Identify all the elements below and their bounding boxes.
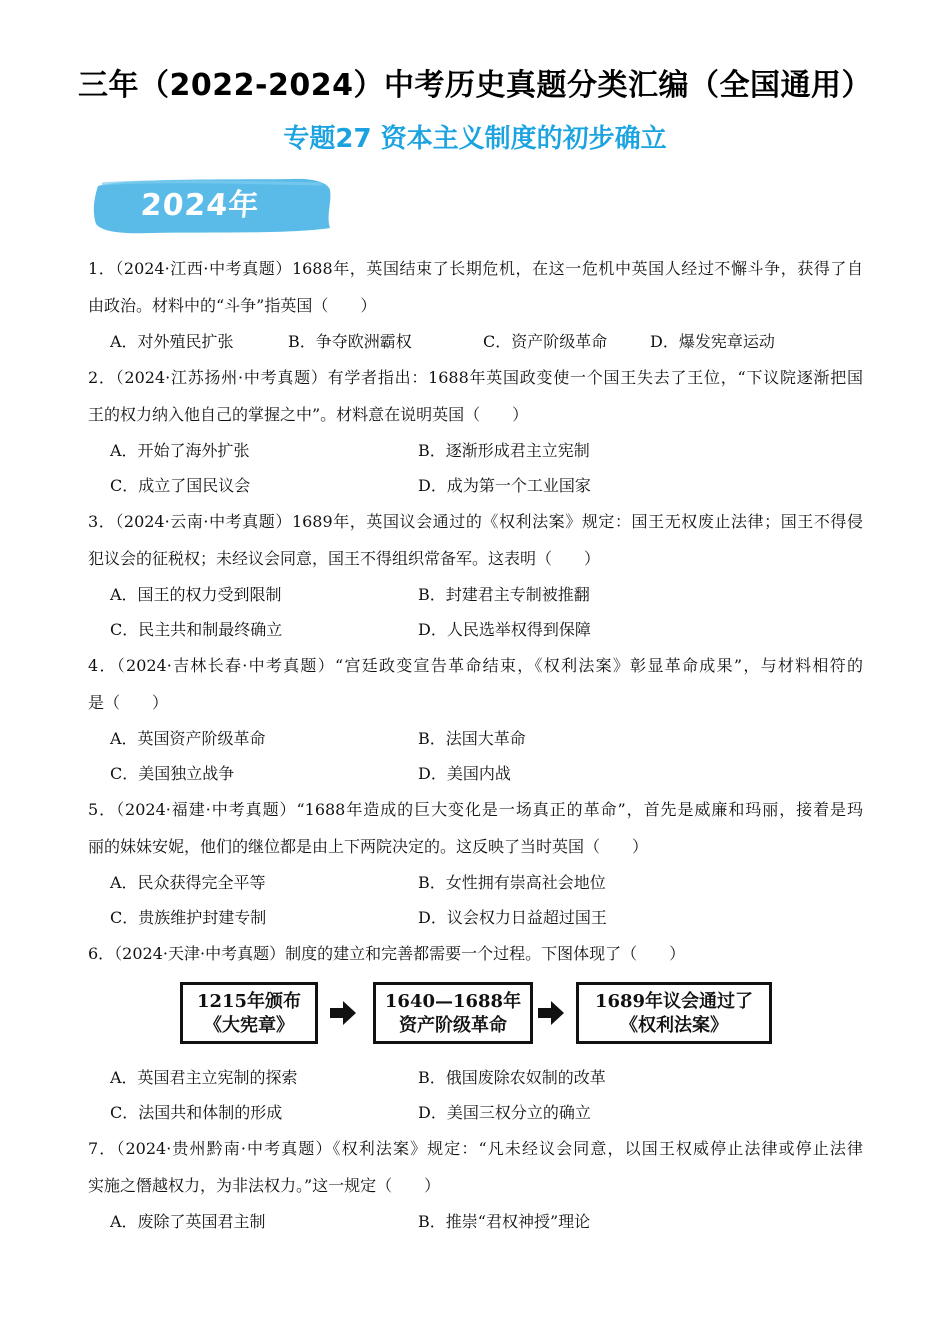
answer-option[interactable]: C．贵族维护封建专制 (110, 908, 267, 927)
answer-option[interactable]: B．俄国废除农奴制的改革 (418, 1068, 606, 1087)
flow-step-box (576, 982, 772, 1044)
question-stem-line: 7．（2024·贵州黔南·中考真题）《权利法案》规定：“凡未经议会同意，以国王权威停止法律或停止法律 (88, 1139, 863, 1158)
question-item (88, 250, 863, 359)
year-badge-label: 2024年 (139, 188, 261, 223)
options-row (88, 433, 863, 468)
flow-step-box (373, 982, 533, 1044)
question-stem-line: 4．（2024·吉林长春·中考真题）“宫廷政变宣告革命结束，《权利法案》彰显革命成果”，与材料相符的 (88, 656, 863, 675)
question-item (88, 503, 863, 647)
answer-option[interactable]: A．对外殖民扩张 (110, 332, 234, 351)
answer-option[interactable]: A．英国资产阶级革命 (110, 729, 266, 748)
answer-option[interactable]: D．议会权力日益超过国王 (418, 908, 607, 927)
options-row (88, 900, 863, 935)
options-row (88, 324, 863, 359)
answer-option[interactable]: C．民主共和制最终确立 (110, 620, 283, 639)
flow-step-text: 1689年议会通过了 (594, 991, 754, 1012)
question-stem-line: 5．（2024·福建·中考真题）“1688年造成的巨大变化是一场真正的革命”，首先是威廉和玛丽，接着是玛 (88, 800, 863, 819)
options-row (88, 756, 863, 791)
question-item (88, 1130, 863, 1239)
answer-option[interactable]: C．法国共和体制的形成 (110, 1103, 283, 1122)
question-stem-line: 丽的妹妹安妮，他们的继位都是由上下两院决定的。这反映了当时英国（ ） (88, 837, 649, 856)
question-stem-line: 2．（2024·江苏扬州·中考真题）有学者指出：1688年英国政变使一个国王失去了王位，“下议院逐渐把国 (88, 368, 863, 387)
flow-step-text: 1640—1688年 (384, 991, 522, 1012)
question-item (88, 791, 863, 935)
answer-option[interactable]: C．资产阶级革命 (483, 332, 608, 351)
options-row (88, 612, 863, 647)
question-stem-line: 实施之僭越权力，为非法权力。”这一规定（ ） (88, 1176, 441, 1195)
answer-option[interactable]: B．逐渐形成君主立宪制 (418, 441, 590, 460)
answer-option[interactable]: D．成为第一个工业国家 (418, 476, 591, 495)
timeline-flowchart (88, 978, 863, 1058)
answer-option[interactable]: A．国王的权力受到限制 (110, 585, 282, 604)
options-row (88, 1060, 863, 1095)
question-stem-line: 6．（2024·天津·中考真题）制度的建立和完善都需要一个过程。下图体现了（ ） (88, 944, 686, 963)
answer-option[interactable]: A．民众获得完全平等 (110, 873, 266, 892)
arrow-right-icon (536, 998, 566, 1028)
question-item (88, 647, 863, 791)
answer-option[interactable]: A．开始了海外扩张 (110, 441, 250, 460)
arrow-right-icon (328, 998, 358, 1028)
year-badge (92, 176, 332, 236)
answer-option[interactable]: A．废除了英国君主制 (110, 1212, 266, 1231)
answer-option[interactable]: C．美国独立战争 (110, 764, 235, 783)
question-list (88, 250, 863, 1239)
answer-option[interactable]: A．英国君主立宪制的探索 (110, 1068, 298, 1087)
answer-option[interactable]: B．争夺欧洲霸权 (288, 332, 412, 351)
question-stem-line: 由政治。材料中的“斗争”指英国（ ） (88, 296, 377, 315)
question-stem-line: 1．（2024·江西·中考真题）1688年，英国结束了长期危机，在这一危机中英国人经过不懈斗争，获得了自 (88, 259, 863, 278)
question-item (88, 359, 863, 503)
options-row (88, 865, 863, 900)
answer-option[interactable]: D．美国三权分立的确立 (418, 1103, 591, 1122)
flow-step-text: 《权利法案》 (620, 1015, 728, 1036)
flow-step-text: 1215年颁布 (196, 991, 302, 1012)
question-stem-line: 3．（2024·云南·中考真题）1689年，英国议会通过的《权利法案》规定：国王无权废止法律；国王不得侵 (88, 512, 863, 531)
answer-option[interactable]: B．女性拥有崇高社会地位 (418, 873, 606, 892)
flow-step-box (180, 982, 318, 1044)
flow-step-text: 资产阶级革命 (399, 1015, 507, 1036)
answer-option[interactable]: C．成立了国民议会 (110, 476, 251, 495)
question-stem-line: 王的权力纳入他自己的掌握之中”。材料意在说明英国（ ） (88, 405, 529, 424)
options-row (88, 1095, 863, 1130)
options-row (88, 577, 863, 612)
answer-option[interactable]: B．推崇“君权神授”理论 (418, 1212, 591, 1231)
options-row (88, 721, 863, 756)
question-item (88, 935, 863, 1130)
question-stem-line: 是（ ） (88, 693, 169, 712)
answer-option[interactable]: D．人民选举权得到保障 (418, 620, 591, 639)
options-row (88, 1204, 863, 1239)
answer-option[interactable]: B．法国大革命 (418, 729, 526, 748)
options-row (88, 468, 863, 503)
question-stem-line: 犯议会的征税权；未经议会同意，国王不得组织常备军。这表明（ ） (88, 549, 601, 568)
answer-option[interactable]: D．美国内战 (418, 764, 511, 783)
answer-option[interactable]: B．封建君主专制被推翻 (418, 585, 590, 604)
flow-step-text: 《大宪章》 (204, 1015, 294, 1036)
page-subtitle: 专题27 资本主义制度的初步确立 (283, 124, 667, 154)
page-title: 三年（2022-2024）中考历史真题分类汇编（全国通用） (78, 68, 872, 103)
answer-option[interactable]: D．爆发宪章运动 (650, 332, 775, 351)
